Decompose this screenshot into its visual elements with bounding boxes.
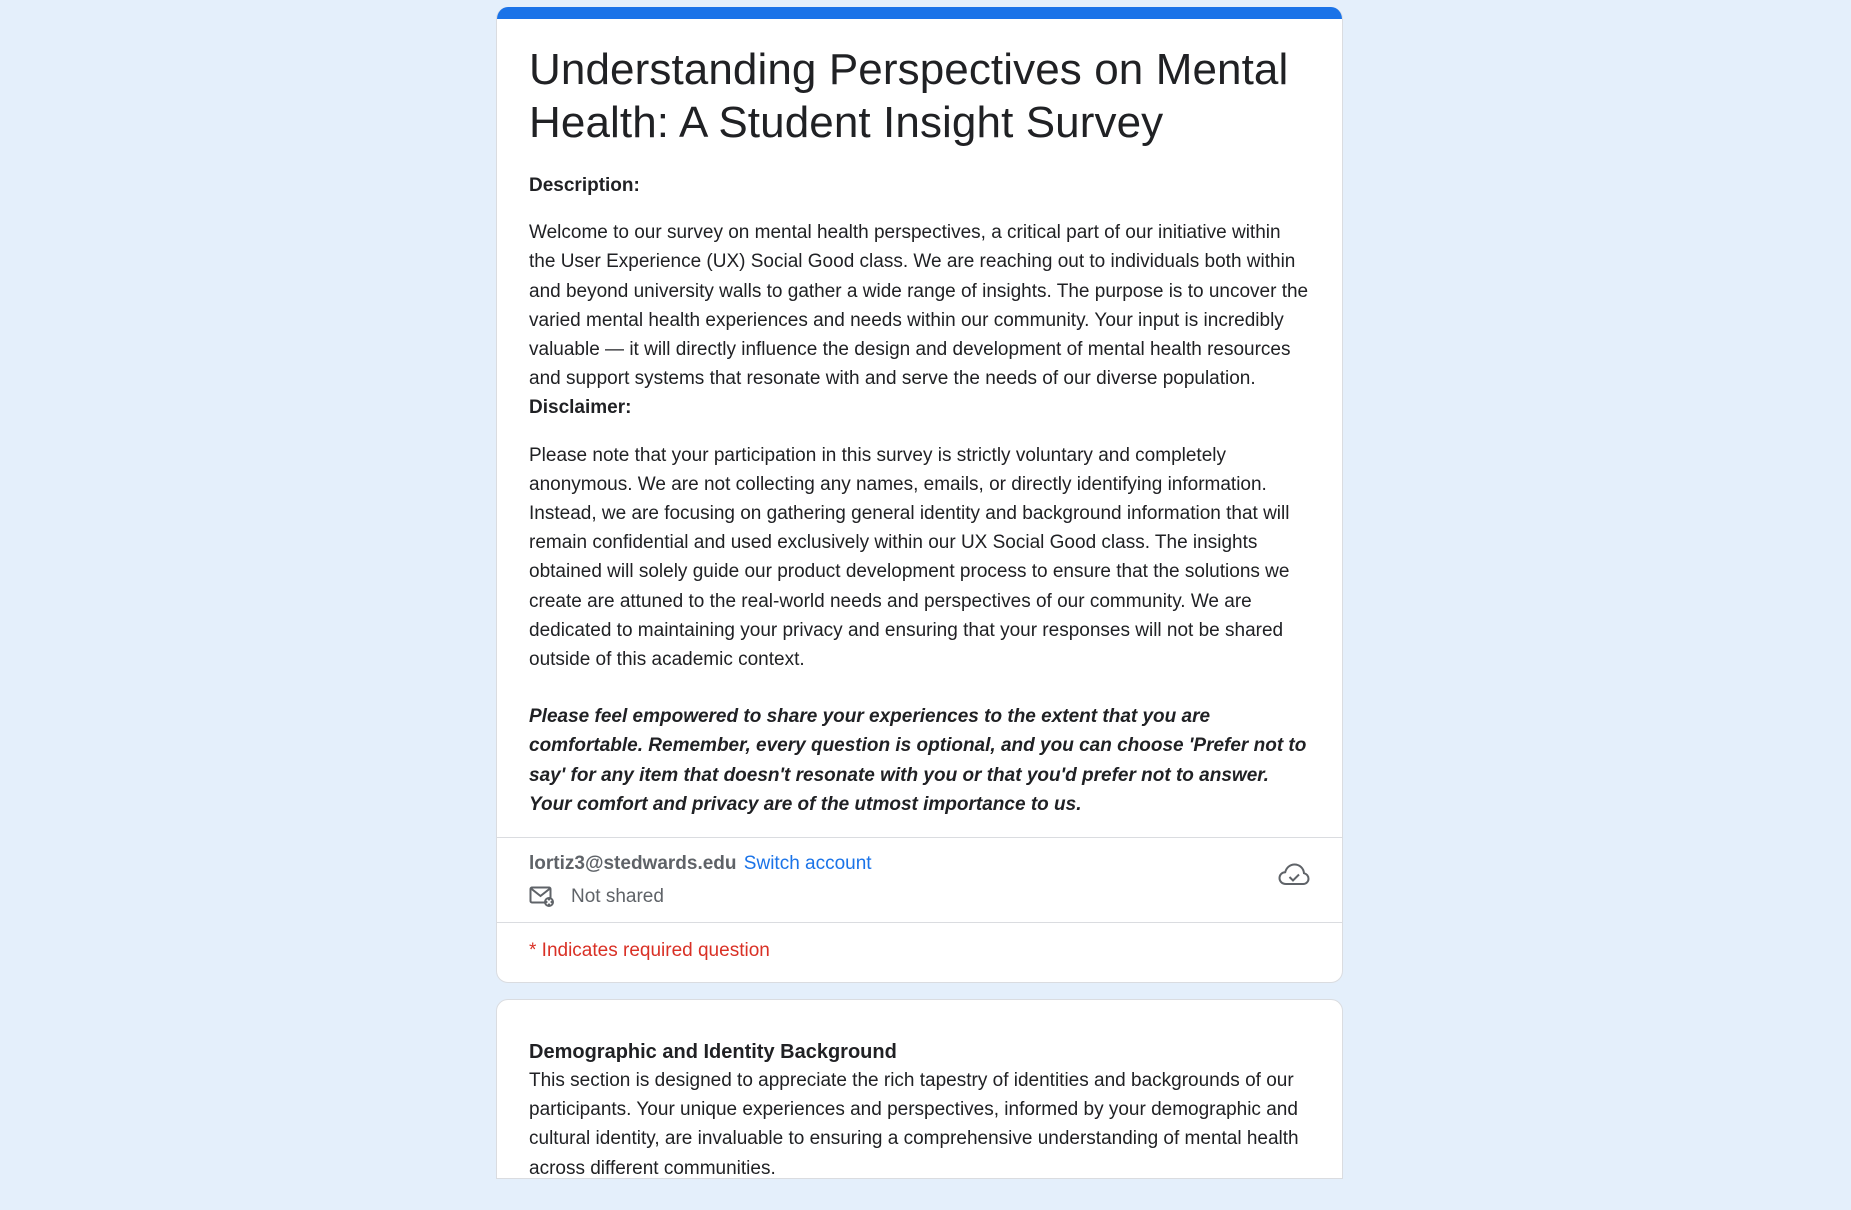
account-email: lortiz3@stedwards.edu — [529, 853, 737, 875]
required-note: * Indicates required question — [529, 940, 770, 962]
mail-not-shared-icon — [529, 886, 555, 908]
share-status — [529, 886, 1310, 908]
switch-account-link[interactable]: Switch account — [743, 853, 872, 875]
form-header-card — [496, 7, 1343, 983]
share-status-text: Not shared — [571, 886, 664, 908]
section-card-demographics — [496, 999, 1343, 1179]
form-container — [496, 7, 1343, 1179]
section-description: This section is designed to appreciate the rich tapestry of identities and backgrounds of our participants. Your unique experiences and perspectives, informed by your demographic and cultural identity, are invaluable to ensuring a comprehensive understanding of mental health across different communities. — [529, 1070, 1299, 1179]
cloud-saved-icon — [1278, 862, 1310, 888]
account-row — [497, 838, 1342, 922]
empower-text: Please feel empowered to share your experiences to the extent that you are comfortable. Remember, every question is optional, and you can choose 'Prefer not to say' for any item that doesn't resonate with you or that you'd prefer not to answer. Your comfort and privacy are of the utmost importance to us. — [529, 706, 1307, 815]
account-line — [529, 850, 1310, 878]
section-title: Demographic and Identity Background — [529, 1041, 897, 1064]
form-title: Understanding Perspectives on Mental Health: A Student Insight Survey — [529, 45, 1289, 147]
form-accent-bar — [497, 7, 1342, 19]
disclaimer-text: Please note that your participation in this survey is strictly voluntary and completely anonymous. We are not collecting any names, emails, or directly identifying information. Instead, we are focusing on gathering general identity and background information that will remain confidential and used exclusively within our UX Social Good class. The insights obtained will solely guide our product development process to ensure that the solutions we create are attuned to the real-world needs and perspectives of our community. We are dedicated to maintaining your privacy and ensuring that your responses will not be shared outside of this academic context. — [529, 444, 1290, 671]
form-description — [529, 171, 1310, 819]
form-header-body — [497, 19, 1342, 837]
description-text: Welcome to our survey on mental health perspectives, a critical part of our initiative within the User Experience (UX) Social Good class. We are reaching out to individuals both within and beyond university walls to gather a wide range of insights. The purpose is to uncover the varied mental health experiences and needs within our community. Your input is incredibly valuable — it will directly influence the design and development of mental health resources and support systems that resonate with and serve the needs of our diverse population. — [529, 222, 1309, 390]
disclaimer-label: Disclaimer: — [529, 397, 632, 419]
description-label: Description: — [529, 175, 640, 196]
